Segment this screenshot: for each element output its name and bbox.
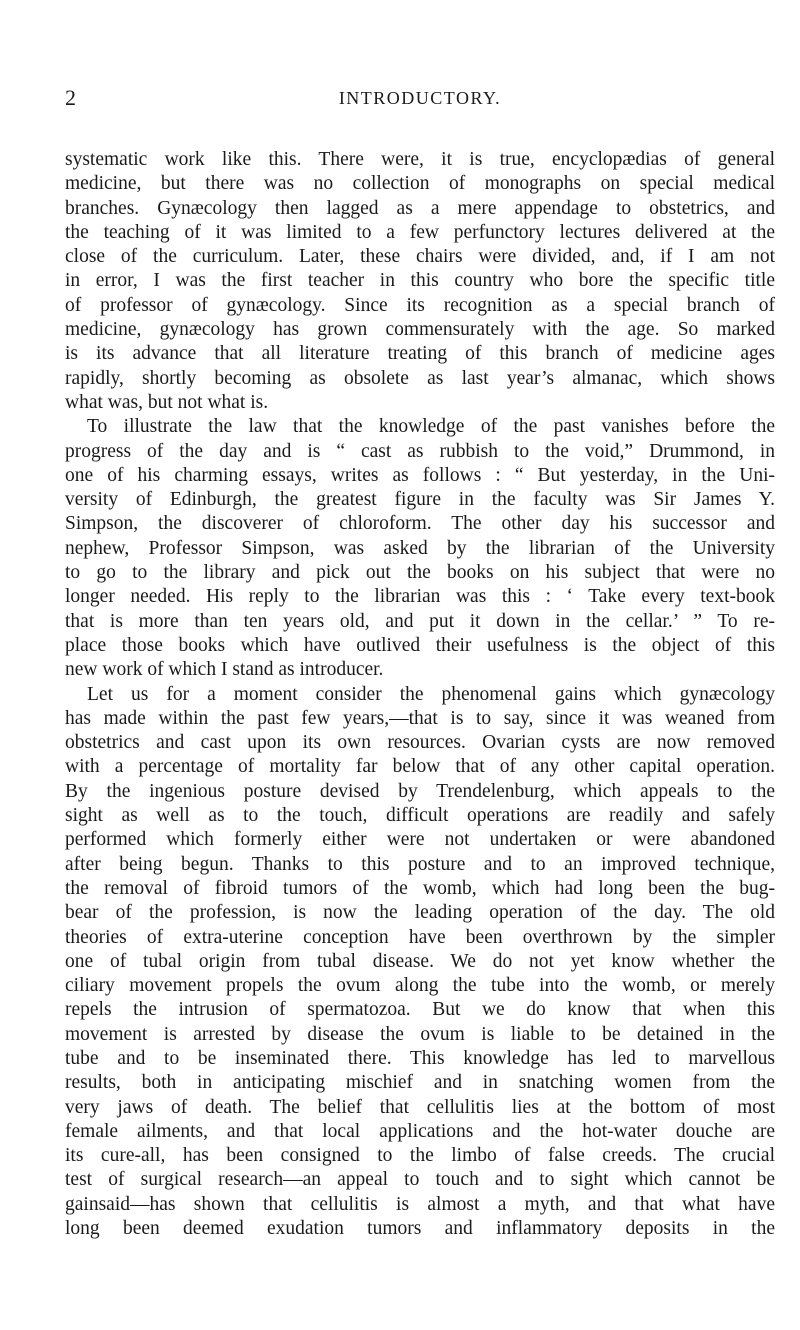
text-line: progress of the day and is “ cast as rubbish to the void,” Drummond, in [65,440,775,462]
text-line: performed which formerly either were not undertaken or were abandoned [65,829,775,851]
text-line: close of the curriculum. Later, these chairs were divided, and, if I am not [65,246,775,268]
text-line: very jaws of death. The belief that cellulitis lies at the bottom of most [65,1096,775,1118]
text-line: that is more than ten years old, and put it down in the cellar.’ ” To re- [65,610,775,632]
text-line: medicine, gynæcology has grown commensurately with the age. So marked [65,319,775,341]
text-line: movement is arrested by disease the ovum is liable to be detained in the [65,1023,775,1045]
text-line: female ailments, and that local applications and the hot-water douche are [65,1120,775,1142]
text-line: in error, I was the first teacher in this country who bore the specific title [65,270,775,292]
text-line: the removal of fibroid tumors of the womb, which had long been the bug- [65,877,775,899]
paragraph-start-line: Let us for a moment consider the phenomenal gains which gynæcology [87,683,775,705]
text-line: after being begun. Thanks to this posture and to an improved technique, [65,853,775,875]
text-line: Simpson, the discoverer of chloroform. The other day his successor and [65,513,775,535]
text-line: rapidly, shortly becoming as obsolete as last year’s almanac, which shows [65,367,775,389]
text-line: tube and to be inseminated there. This knowledge has led to marvellous [65,1047,775,1069]
text-line: test of surgical research—an appeal to touch and to sight which cannot be [65,1169,775,1191]
text-line: with a percentage of mortality far below that of any other capital operation. [65,756,775,778]
text-line: systematic work like this. There were, it is true, encyclopædias of general [65,149,775,170]
text-line: branches. Gynæcology then lagged as a mere appendage to obstetrics, and [65,197,775,219]
page-number: 2 [65,85,76,110]
chapter-title: INTRODUCTORY. [338,88,502,108]
text-line: versity of Edinburgh, the greatest figure in the faculty was Sir James Y. [65,489,775,511]
text-line: gainsaid—has shown that cellulitis is almost a myth, and that what have [65,1193,775,1215]
text-line: one of his charming essays, writes as follows : “ But yesterday, in the Uni- [65,464,775,486]
text-line: long been deemed exudation tumors and inflammatory deposits in the [65,1218,775,1240]
text-line: theories of extra-uterine conception have been overthrown by the simpler [65,926,775,948]
running-head [65,84,775,112]
text-line: sight as well as to the touch, difficult operations are readily and safely [65,805,775,827]
body-text [65,148,775,1241]
text-line: what was, but not what is. [65,391,269,413]
text-line: place those books which have outlived their usefulness is the object of this [65,634,775,656]
text-line: nephew, Professor Simpson, was asked by the librarian of the University [65,537,775,559]
text-line: bear of the profession, is now the leading operation of the day. The old [65,902,775,924]
text-line: obstetrics and cast upon its own resources. Ovarian cysts are now removed [65,732,775,754]
text-line: repels the intrusion of spermatozoa. But we do know that when this [65,999,775,1021]
text-line: the teaching of it was limited to a few perfunctory lectures delivered at the [65,221,775,243]
text-line: longer needed. His reply to the librarian was this : ‘ Take every text-book [65,586,775,608]
text-line: medicine, but there was no collection of monographs on special medical [65,173,775,195]
text-line: is its advance that all literature treating of this branch of medicine ages [65,343,775,365]
text-line: results, both in anticipating mischief and in snatching women from the [65,1072,775,1094]
text-line: has made within the past few years,—that is to say, since it was weaned from [65,707,775,729]
text-line: By the ingenious posture devised by Trendelenburg, which appeals to the [65,780,775,802]
text-line: ciliary movement propels the ovum along the tube into the womb, or merely [65,975,775,997]
text-line: new work of which I stand as introducer. [65,659,384,681]
text-line: to go to the library and pick out the books on his subject that were no [65,562,775,584]
paragraph-start-line: To illustrate the law that the knowledge of the past vanishes before the [87,416,775,438]
text-line: of professor of gynæcology. Since its recognition as a special branch of [65,294,775,316]
text-line: its cure-all, has been consigned to the limbo of false creeds. The crucial [65,1145,775,1167]
text-line: one of tubal origin from tubal disease. We do not yet know whether the [65,950,775,972]
